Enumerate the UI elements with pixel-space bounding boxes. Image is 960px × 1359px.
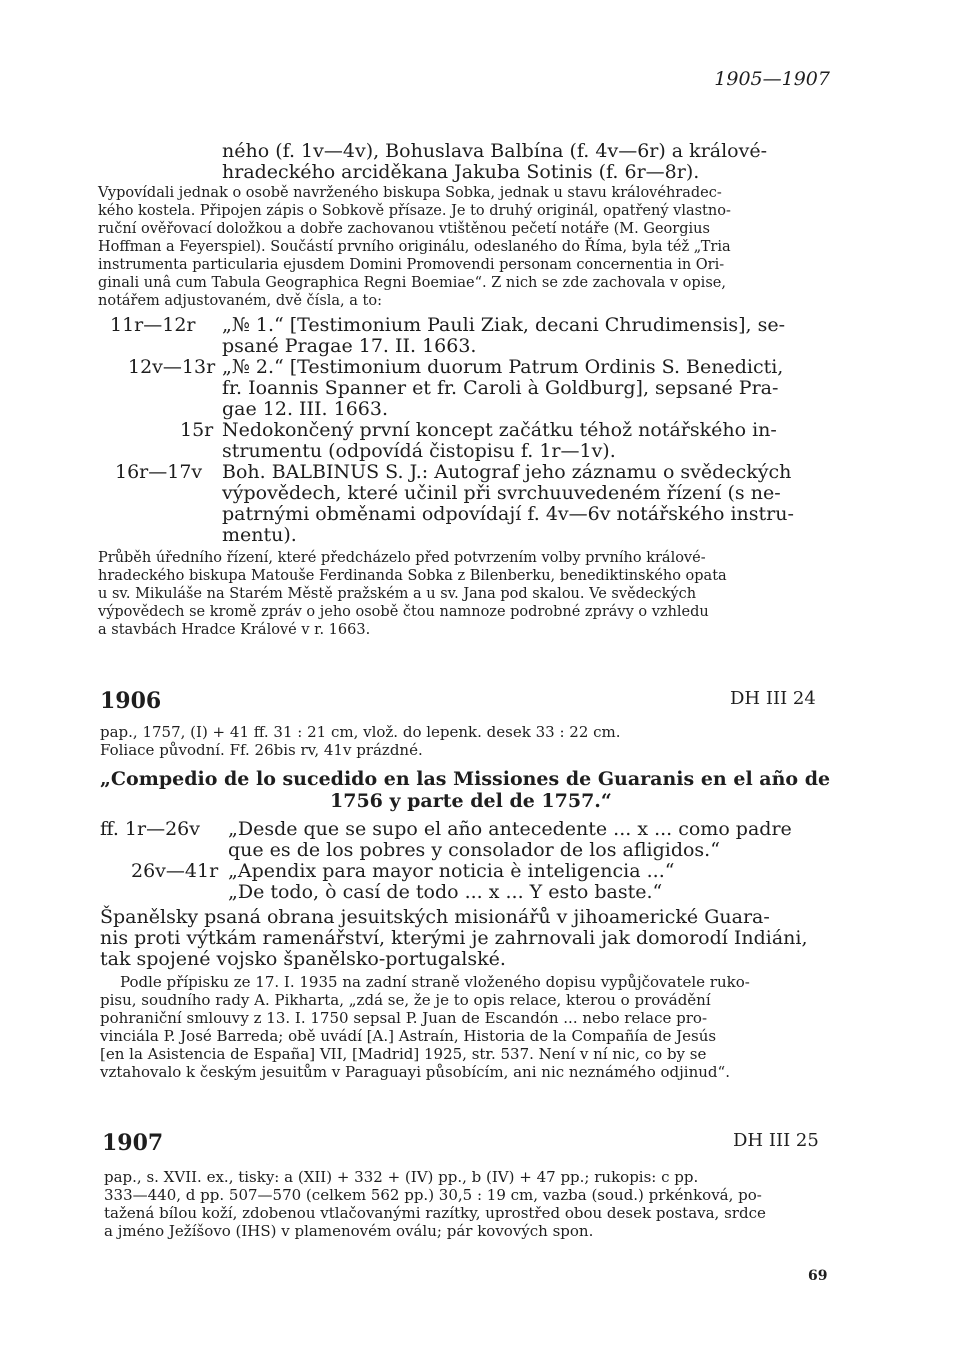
note-line: notářem adjustovaném, dvě čísla, a to: <box>98 293 382 309</box>
item-folio: 15r <box>180 419 214 441</box>
incipit-folio: ff. 1r—26v <box>100 818 200 840</box>
running-title: 1905—1907 <box>714 68 830 90</box>
note-line: kého kostela. Připojen zápis o Sobkově přísaze. Je to druhý originál, opatřený vlastno- <box>98 203 731 219</box>
closing-line: a stavbách Hradce Králové v r. 1663. <box>98 622 371 638</box>
shelf-signature: DH III 24 <box>730 688 816 709</box>
item-line: výpovědech, které učinil při svrchuuvedeném řízení (s ne- <box>222 482 781 504</box>
summary-line: Španělsky psaná obrana jesuitských misionářů v jihoamerické Guara- <box>100 906 770 928</box>
item-line: „№ 2.“ [Testimonium duorum Patrum Ordinis S. Benedicti, <box>222 356 784 378</box>
incipit-line: „Apendix para mayor noticia è inteligencia ...“ <box>228 860 675 882</box>
physical-line: pap., 1757, (I) + 41 ff. 31 : 21 cm, vlož. do lepenk. desek 33 : 22 cm. <box>100 723 621 741</box>
shelf-signature: DH III 25 <box>733 1130 819 1151</box>
summary-line: nis proti výtkám ramenářství, kterými je zahrnovali jak domorodí Indiáni, <box>100 927 808 949</box>
closing-line: u sv. Mikuláše na Starém Městě pražském a u sv. Jana pod skalou. Ve svědeckých <box>98 586 697 602</box>
closing-line: výpovědech se kromě zpráv o jeho osobě čtou namnoze podrobné zprávy o vzhledu <box>98 604 709 620</box>
item-line: fr. Ioannis Spanner et fr. Caroli à Goldburg], sepsané Pra- <box>222 377 779 399</box>
note-line: ginali unâ cum Tabula Geographica Regni Boemiae“. Z nich se zde zachovala v opise, <box>98 275 726 291</box>
item-line: Nedokončený první koncept začátku téhož notářského in- <box>222 419 777 441</box>
item-line: strumentu (odpovídá čistopisu f. 1r—1v). <box>222 440 616 462</box>
physical-line: Foliace původní. Ff. 26bis rv, 41v prázdné. <box>100 741 423 759</box>
item-line: Boh. BALBINUS S. J.: Autograf jeho záznamu o svědeckých <box>222 461 792 483</box>
entry-number: 1906 <box>100 688 162 714</box>
note-line: ruční ověřovací doložkou a dobře zachovanou vtištěnou pečetí notáře (M. Georgius <box>98 221 710 237</box>
note-line: pohraniční smlouvy z 13. I. 1750 sepsal P. Juan de Escandón ... nebo relace pro- <box>100 1009 708 1027</box>
page-number: 69 <box>808 1268 828 1284</box>
physical-line: a jméno Ježíšovo (IHS) v plamenovém oválu; pár kovových spon. <box>104 1222 594 1240</box>
closing-line: Průběh úředního řízení, které předcházelo před potvrzením volby prvního králové- <box>98 550 706 566</box>
intro-line-1: ného (f. 1v—4v), Bohuslava Balbína (f. 4v—6r) a králové- <box>222 140 768 162</box>
item-line: patrnými obměnami odpovídají f. 4v—6v notářského instru- <box>222 503 794 525</box>
item-line: gae 12. III. 1663. <box>222 398 389 420</box>
summary-line: tak spojené vojsko španělsko-portugalské. <box>100 948 506 970</box>
entry-number: 1907 <box>102 1130 164 1156</box>
note-line: [en la Asistencia de España] VII, [Madrid] 1925, str. 537. Není v ní nic, co by se <box>100 1045 707 1063</box>
note-line: instrumenta particularia ejusdem Domini Promovendi personam concernentia in Ori- <box>98 257 725 273</box>
physical-line: tažená bílou koží, zdobenou vtlačovanými razítky, uprostřed obou desek postava, srdce <box>104 1204 766 1222</box>
item-line: mentu). <box>222 524 297 546</box>
physical-line: 333—440, d pp. 507—570 (celkem 562 pp.) 30,5 : 19 cm, vazba (soud.) prkénková, po- <box>104 1186 762 1204</box>
item-folio: 11r—12r <box>110 314 196 336</box>
incipit-line: que es de los pobres y consolador de los afligidos.“ <box>228 839 720 861</box>
work-title: „Compedio de lo sucedido en las Missiones de Guaranis en el año de <box>100 768 831 790</box>
note-line: pisu, soudního rady A. Pikharta, „zdá se, že je to opis relace, kterou o provádění <box>100 991 711 1009</box>
work-title: 1756 y parte del de 1757.“ <box>330 790 612 812</box>
incipit-line: „De todo, ò casí de todo ... x ... Y esto baste.“ <box>228 881 663 903</box>
note-line: vinciála P. José Barreda; obě uvádí [A.] Astraín, Historia de la Compañía de Jesús <box>100 1027 717 1045</box>
item-line: psané Pragae 17. II. 1663. <box>222 335 477 357</box>
incipit-line: „Desde que se supo el año antecedente ... x ... como padre <box>228 818 792 840</box>
physical-line: pap., s. XVII. ex., tisky: a (XII) + 332 + (IV) pp., b (IV) + 47 pp.; rukopis: c pp. <box>104 1168 699 1186</box>
intro-line-2: hradeckého arciděkana Jakuba Sotinis (f. 6r—8r). <box>222 161 700 183</box>
note-line: vztahovalo k českým jesuitům v Paraguayi působícím, ani nic neznámého odjinud“. <box>100 1063 730 1081</box>
item-folio: 16r—17v <box>115 461 203 483</box>
item-line: „№ 1.“ [Testimonium Pauli Ziak, decani Chrudimensis], se- <box>222 314 786 336</box>
incipit-folio: 26v—41r <box>131 860 219 882</box>
note-line: Hoffman a Feyerspiel). Součástí prvního originálu, odeslaného do Říma, byla též „Tria <box>98 239 731 255</box>
item-folio: 12v—13r <box>128 356 216 378</box>
closing-line: hradeckého biskupa Matouše Ferdinanda Sobka z Bilenberku, benediktinského opata <box>98 568 727 584</box>
note-line: Vypovídali jednak o osobě navrženého biskupa Sobka, jednak u stavu královéhradec- <box>98 185 722 201</box>
note-line: Podle přípisku ze 17. I. 1935 na zadní straně vloženého dopisu vypůjčovatele ruko- <box>120 973 750 991</box>
